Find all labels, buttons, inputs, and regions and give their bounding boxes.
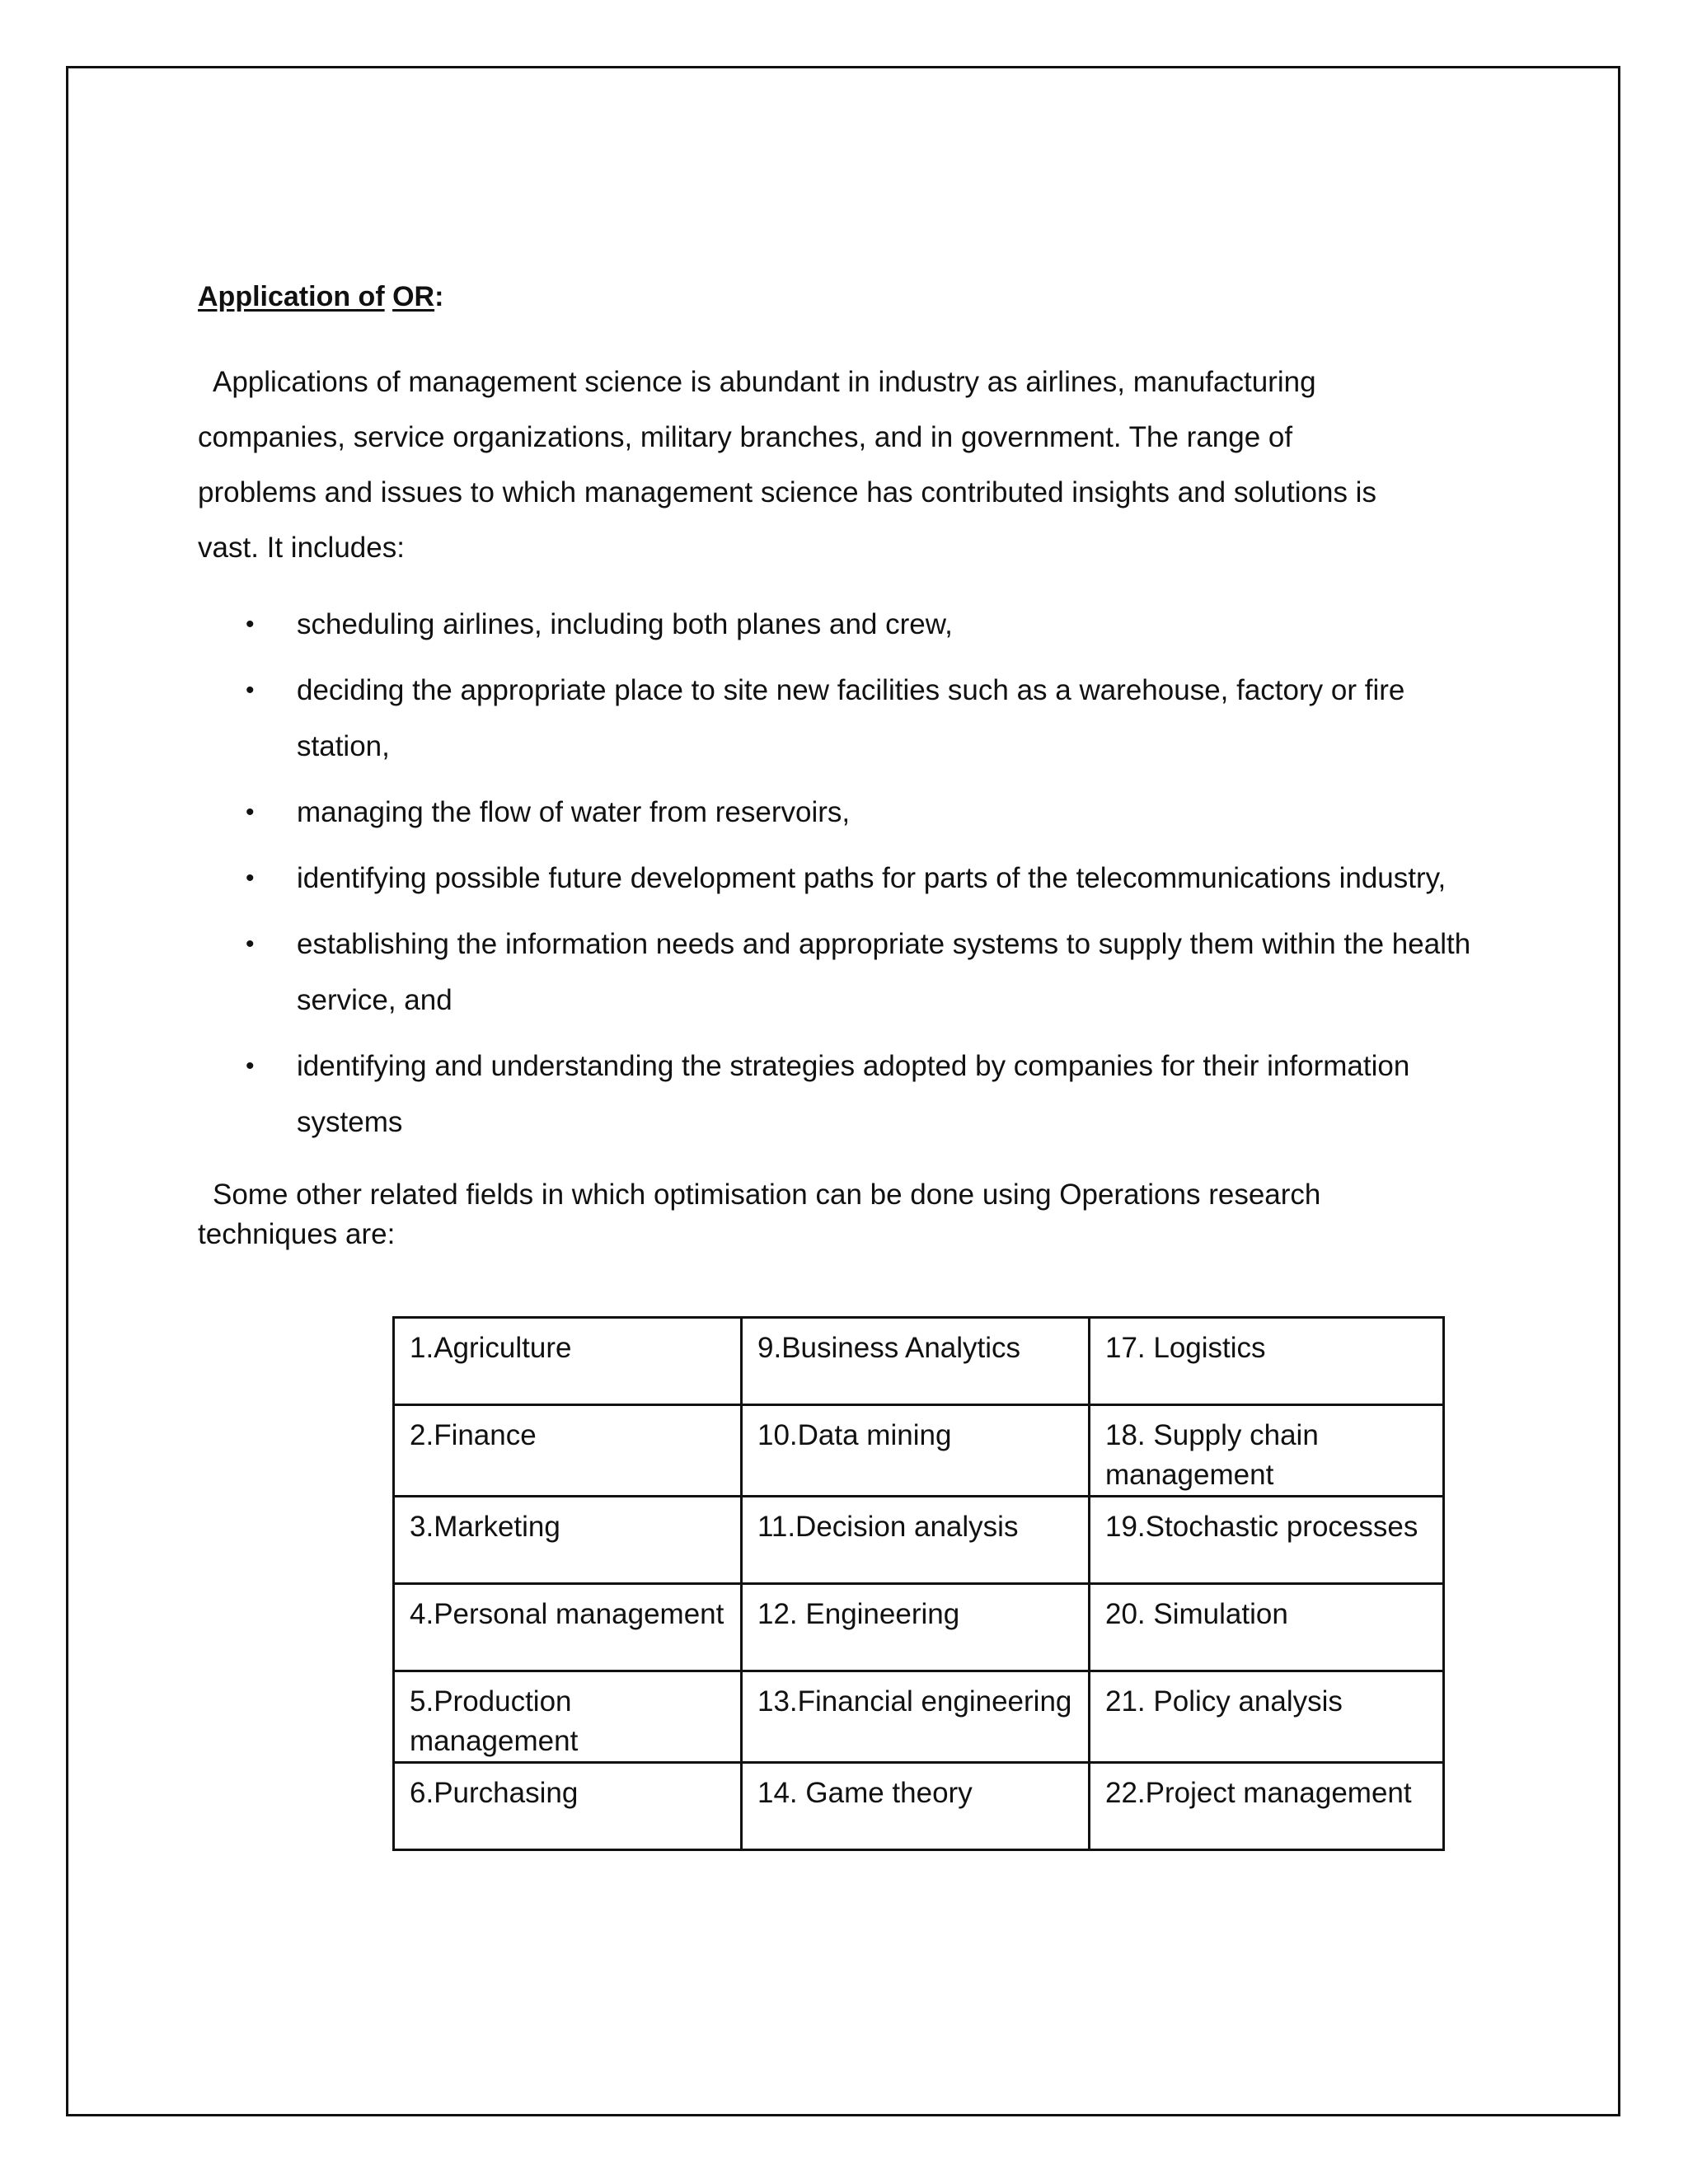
list-item-text: identifying and understanding the strategies adopted by companies for their information systems	[297, 1050, 1410, 1138]
table-cell: 3.Marketing	[394, 1497, 742, 1584]
list-item-text: deciding the appropriate place to site new facilities such as a warehouse, factory or fire station,	[297, 674, 1405, 762]
bullet-icon: •	[246, 677, 255, 704]
table-cell: 10.Data mining	[742, 1405, 1090, 1497]
heading-suffix: :	[434, 281, 444, 312]
table-cell: 22.Project management	[1090, 1763, 1444, 1850]
table-cell: 14. Game theory	[742, 1763, 1090, 1850]
list-item-text: managing the flow of water from reservoirs,	[297, 796, 851, 828]
heading-part-2: OR	[392, 281, 435, 312]
table-cell: 6.Purchasing	[394, 1763, 742, 1850]
section-heading	[198, 272, 1484, 321]
table-cell: 1.Agriculture	[394, 1318, 742, 1405]
table-cell: 17. Logistics	[1090, 1318, 1444, 1405]
list-item	[198, 785, 1496, 841]
list-item	[198, 916, 1496, 1029]
table-cell: 13.Financial engineering	[742, 1671, 1090, 1763]
heading-part-1: Application of	[198, 281, 385, 312]
table-row	[394, 1671, 1444, 1763]
table-row	[394, 1318, 1444, 1405]
intro-text: Applications of management science is abundant in industry as airlines, manufacturing companies, service organizations, military branches, and in government. The range of problems and issues to which management science has contributed insights and solutions is vast. It includes:	[198, 366, 1376, 564]
table-cell: 9.Business Analytics	[742, 1318, 1090, 1405]
list-item-text: establishing the information needs and appropriate systems to supply them within the health service, and	[297, 928, 1471, 1016]
table-cell: 20. Simulation	[1090, 1584, 1444, 1671]
fields-intro-text: Some other related fields in which optimisation can be done using Operations research techniques are:	[198, 1179, 1321, 1250]
document-content	[198, 272, 1484, 1254]
bullet-icon: •	[246, 1052, 255, 1080]
table-cell: 5.Production management	[394, 1671, 742, 1763]
list-item-text: scheduling airlines, including both planes and crew,	[297, 608, 953, 640]
bullet-icon: •	[246, 930, 255, 958]
table-row	[394, 1763, 1444, 1850]
table-cell: 11.Decision analysis	[742, 1497, 1090, 1584]
list-item	[198, 851, 1496, 907]
bullet-icon: •	[246, 611, 255, 638]
list-item	[198, 597, 1496, 653]
bullet-icon: •	[246, 799, 255, 826]
fields-intro-paragraph	[198, 1175, 1352, 1254]
table-row	[394, 1405, 1444, 1497]
table-cell: 21. Policy analysis	[1090, 1671, 1444, 1763]
table-cell: 4.Personal management	[394, 1584, 742, 1671]
list-item	[198, 663, 1496, 775]
bullet-icon: •	[246, 865, 255, 892]
table-cell: 2.Finance	[394, 1405, 742, 1497]
fields-table	[392, 1316, 1445, 1851]
applications-list	[198, 597, 1484, 1151]
list-item-text: identifying possible future development paths for parts of the telecommunications industry,	[297, 862, 1447, 894]
table-row	[394, 1497, 1444, 1584]
list-item	[198, 1038, 1496, 1151]
table-cell: 19.Stochastic processes	[1090, 1497, 1444, 1584]
table-cell: 12. Engineering	[742, 1584, 1090, 1671]
table-cell: 18. Supply chain management	[1090, 1405, 1444, 1497]
intro-paragraph	[198, 354, 1418, 575]
table-row	[394, 1584, 1444, 1671]
